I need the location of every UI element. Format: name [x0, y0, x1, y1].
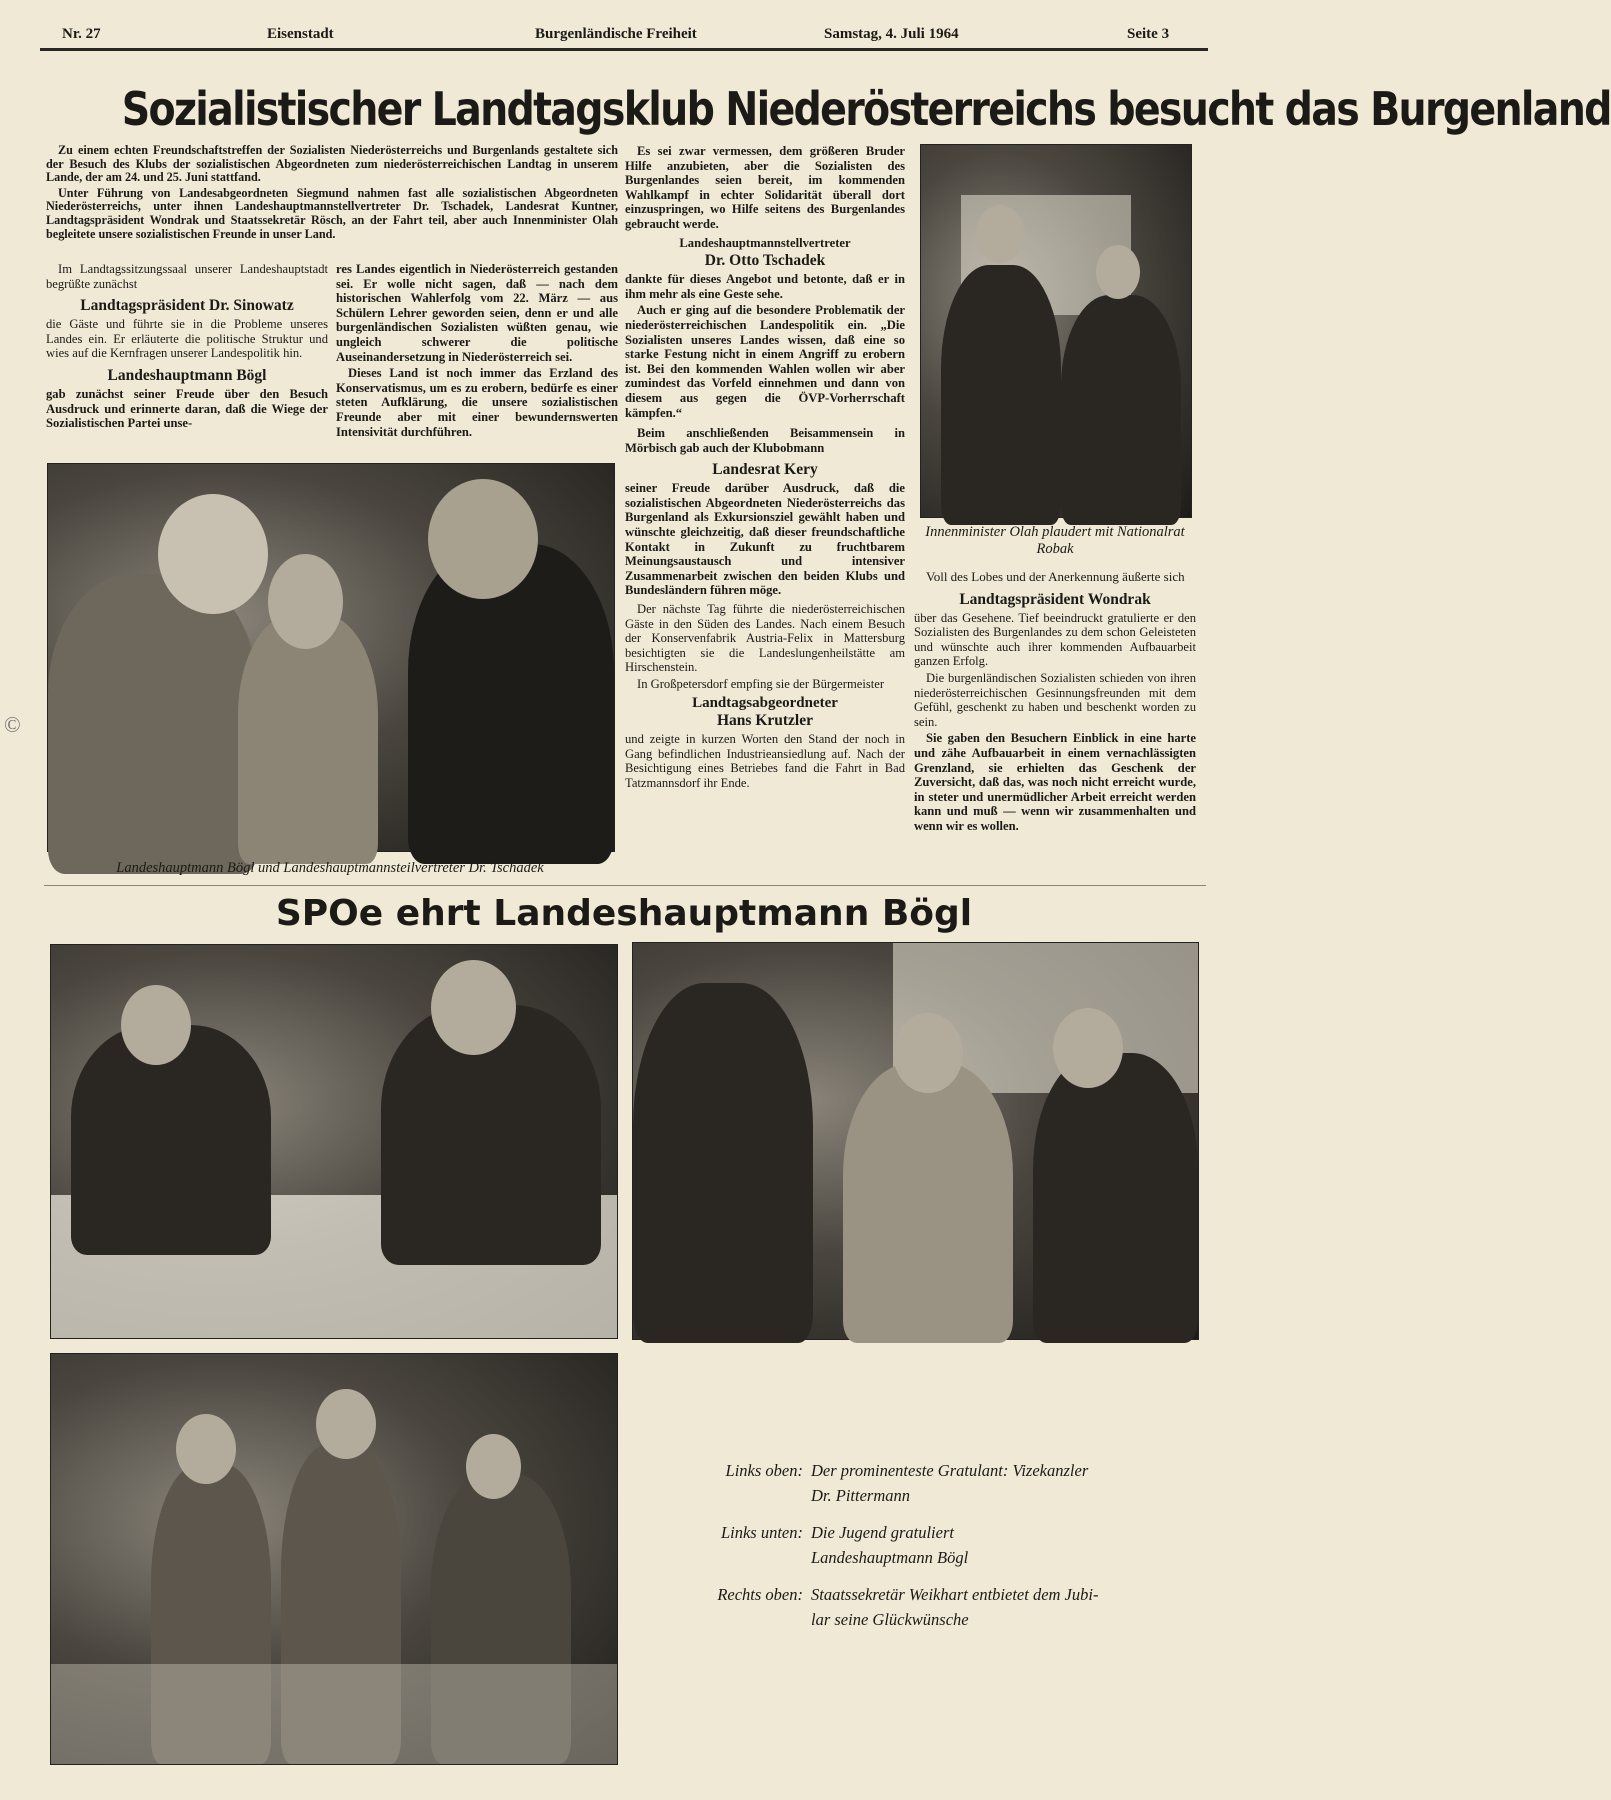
paragraph: gab zunächst seiner Freude über den Besuch Ausdruck und erinnerte daran, daß die Wiege der Sozialistischen Partei unse-: [46, 386, 328, 431]
legend-key: Links oben:: [725, 1461, 803, 1480]
paragraph: Im Landtagssitzungssaal unserer Landeshauptstadt begrüßte zunächst: [46, 262, 328, 291]
subheading: Landtagspräsident Wondrak: [959, 590, 1151, 608]
lead-paragraph: Zu einem echten Freundschaftstreffen der Sozialisten Niederösterreichs und Burgenlands gestaltete sich der Besuch des Klubs der sozialistischen Abgeordneten zum niederösterreichischen Landtag in unserem Lande, der am 24. und 25. Juni stattfand.: [46, 143, 618, 185]
photo-caption: Landeshauptmann Bögl und Landeshauptmannsteilvertreter Dr. Tschadek: [116, 860, 544, 876]
legend-item: [700, 1582, 1200, 1632]
article-headline: Sozialistischer Landtagsklub Niederösterreichs besucht das Burgenland: [121, 82, 1611, 136]
paragraph: Beim anschließenden Beisammensein in Mörbisch gab auch der Klubobmann: [625, 426, 905, 455]
lead-paragraph-2: Unter Führung von Landesabgeordneten Siegmund nahmen fast alle sozialistischen Abgeordneten Niederösterreichs, unter ihnen Landeshauptmannstellvertreter Dr. Tschadek, Landesrat Kuntner, Landtagspräsident Wondrak und Staatssekretär Rösch, an der Fahrt teil, aber auch Innenminister Olah begleitete unsere sozialistischen Freunde in unser Land.: [46, 185, 618, 241]
paragraph: Es sei zwar vermessen, dem größeren Bruder Hilfe anzubieten, aber die Sozialisten des Burgenlandes seien bereit, im kommenden Wahlkampf in echter Solidarität überall dort einzuspringen, wo Hilfe seitens des Burgenlandes gebraucht werde.: [625, 144, 905, 231]
paragraph: dankte für dieses Angebot und betonte, daß er in ihm mehr als eine Geste sehe.: [625, 272, 905, 301]
column-2: [336, 262, 618, 441]
newspaper-name: Burgenländische Freiheit: [535, 26, 697, 42]
legend-text: Landeshauptmann Bögl: [811, 1548, 969, 1567]
legend-text: lar seine Glückwünsche: [811, 1610, 969, 1629]
paragraph: Auch er ging auf die besondere Problematik der niederösterreichischen Landespolitik ein. „Die Sozialisten unseres Landes wissen, daß eine so starke Festung nicht in einem Angriff zu erobern ist. Bei den kommenden Wahlen wollen wir aber zumindest das Vorfeld einnehmen und dann von diesem aus gegen die ÖVP-Vorherrschaft kämpfen.“: [625, 303, 905, 420]
page-number: Seite 3: [1127, 26, 1170, 42]
article-lead: [46, 144, 618, 243]
article-headline-2: SPOe ehrt Landeshauptmann Bögl: [275, 893, 973, 934]
subheading: Dr. Otto Tschadek: [704, 252, 826, 270]
issue-number: Nr. 27: [62, 26, 101, 42]
legend-text: Die Jugend gratuliert: [811, 1523, 954, 1542]
column-3: [625, 144, 905, 793]
photo-caption: Innenminister Olah plaudert mit Nationalrat Robak: [925, 524, 1185, 557]
paragraph: die Gäste und führte sie in die Probleme unseres Landes ein. Er erläuterte die politische Struktur und wies auf die Kernfragen unserer Landespolitik hin.: [46, 317, 328, 361]
legend-key: Rechts oben:: [717, 1585, 803, 1604]
place-name: Eisenstadt: [267, 26, 334, 42]
legend-item: [700, 1520, 1200, 1570]
section-divider: [44, 885, 1206, 886]
column-1: [46, 262, 328, 433]
subheading-small: Landeshauptmannstellvertreter: [679, 235, 851, 250]
legend-key: Links unten:: [720, 1523, 803, 1542]
photo-vizekanzler: [50, 944, 618, 1339]
legend-item: [700, 1458, 1200, 1508]
paragraph: Sie gaben den Besuchern Einblick in eine harte und zähe Aufbauarbeit in einem vernachlässigten Grenzland, sie erhielten das Geschenk der Zuversicht, daß das, was noch nicht erreicht wurde, in steter und unermüdlicher Arbeit erreicht werden kann und muß — wenn wir zusammenhalten und wenn wir es wollen.: [914, 731, 1196, 833]
header-rule: [40, 48, 1208, 51]
paragraph: Voll des Lobes und der Anerkennung äußerte sich: [926, 569, 1185, 584]
subheading: Hans Krutzler: [717, 712, 813, 730]
paragraph: über das Gesehene. Tief beeindruckt gratulierte er den Sozialisten des Burgenlandes zu dem schon Geleisteten und wünschte auch ihrer kommenden Aufbauarbeit ganzen Erfolg.: [914, 610, 1196, 669]
photo-legend: [700, 1458, 1200, 1632]
paragraph: Der nächste Tag führte die niederösterreichischen Gäste in den Süden des Landes. Nach einem Besuch der Konservenfabrik Austria-Felix in Mattersburg besichtigten sie die Landeslungenheilstätte am Hirschenstein.: [625, 602, 905, 675]
subheading: Landesrat Kery: [712, 461, 818, 479]
paragraph: res Landes eigentlich in Niederösterreich gestanden sei. Er wolle nicht sagen, daß — nach dem historischen Wahlerfolg vom 22. März — aus Schülern Lehrer geworden seien, denn er und alle burgenländischen Sozialisten wüßten genau, wie ungleich schwerer die politische Auseinandersetzung in Niederösterreich sei.: [336, 262, 618, 364]
subheading: Landtagsabgeordneter: [692, 694, 838, 711]
column-4: [914, 570, 1196, 836]
legend-text: Dr. Pittermann: [811, 1486, 910, 1505]
subheading: Landeshauptmann Bögl: [107, 366, 267, 384]
issue-date: Samstag, 4. Juli 1964: [824, 26, 959, 42]
photo-olah-robak: [920, 144, 1192, 518]
legend-text: Staatssekretär Weikhart entbietet dem Jubi-: [811, 1585, 1099, 1604]
paragraph: Dieses Land ist noch immer das Erzland des Konservatismus, um es zu erobern, bedürfe es einer steten Aufklärung, die unsere sozialistischen Freunde aber mit einer bewundernswerten Intensivität durchführen.: [336, 366, 618, 439]
margin-mark: ©: [4, 712, 21, 737]
paragraph: und zeigte in kurzen Worten den Stand der noch in Gang befindlichen Industrieansiedlung auf. Nach der Besichtigung eines Betriebes fand die Fahrt in Bad Tatzmannsdorf ihr Ende.: [625, 732, 905, 790]
photo-weikhart: [632, 942, 1199, 1340]
legend-text: Der prominenteste Gratulant: Vizekanzler: [811, 1461, 1089, 1480]
paragraph: seiner Freude darüber Ausdruck, daß die sozialistischen Abgeordneten Niederösterreichs das Burgenland als Exkursionsziel gewählt haben und wünschte gleichzeitig, daß dieser freundschaftliche Kontakt in Zukunft zu fruchtbarem Meinungsaustausch und intensiver Zusammenarbeit zwischen den beiden Klubs und Bundesländern führen möge.: [625, 481, 905, 598]
paragraph: Die burgenländischen Sozialisten schieden von ihren niederösterreichischen Gesinnungsfreunden mit dem Gefühl, geschenkt zu haben und beschenkt worden zu sein.: [914, 670, 1196, 729]
paragraph: In Großpetersdorf empfing sie der Bürgermeister: [637, 677, 885, 691]
subheading: Landtagspräsident Dr. Sinowatz: [80, 297, 294, 315]
photo-jugend: [50, 1353, 618, 1765]
photo-boegl-tschadek: [47, 463, 615, 852]
